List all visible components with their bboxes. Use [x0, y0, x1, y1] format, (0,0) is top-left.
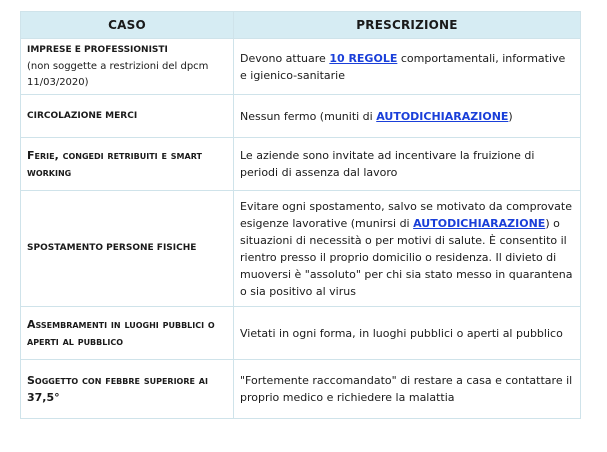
caso-label: CIRCOLAZIONE MERCI	[27, 110, 138, 121]
prescrizione-text: Evitare ogni spostamento, salvo se motivato da comprovate esigenze lavorative (munirsi di	[240, 199, 572, 230]
table-row	[21, 191, 581, 307]
table-row	[21, 39, 581, 95]
caso-temperature: 37,5°	[27, 391, 60, 404]
caso-cell	[21, 138, 234, 191]
caso-cell	[21, 307, 234, 360]
table-header-row	[21, 12, 581, 39]
prescrizione-text: "Fortemente raccomandato" di restare a casa e contattare il proprio medico e richiedere la malattia	[240, 374, 573, 404]
table-row	[21, 307, 581, 360]
table-row	[21, 360, 581, 419]
header-caso: CASO	[21, 12, 234, 39]
caso-label: Soggetto con febbre superiore ai	[27, 374, 208, 387]
prescrizione-text: )	[508, 109, 513, 123]
caso-cell	[21, 39, 234, 95]
caso-label: SPOSTAMENTO PERSONE FISICHE	[27, 243, 197, 253]
caso-label: Ferie, congedi retribuiti e smart working	[27, 149, 202, 179]
caso-cell	[21, 95, 234, 138]
prescription-table	[20, 11, 581, 419]
prescrizione-text: Le aziende sono invitate ad incentivare la fruizione di periodi di assenza dal lavoro	[240, 149, 535, 179]
table-row	[21, 138, 581, 191]
caso-sublabel: (non soggette a restrizioni del dpcm 11/03/2020)	[27, 61, 209, 88]
prescrizione-text: comportamentali, informative e igienico-sanitarie	[240, 51, 566, 82]
prescrizione-cell	[234, 360, 581, 419]
header-prescrizione: PRESCRIZIONE	[234, 12, 581, 39]
caso-label: Assembramenti in luoghi pubblici o aperti al pubblico	[27, 318, 215, 348]
table-row	[21, 95, 581, 138]
prescrizione-text: Vietati in ogni forma, in luoghi pubblici o aperti al pubblico	[240, 326, 563, 340]
prescrizione-text: Nessun fermo (muniti di	[240, 109, 377, 123]
prescrizione-text: ) o situazioni di necessità o per motivi di salute. È consentito il rientro presso il proprio domicilio o residenza. Il divieto di muoversi è "assoluto" per chi sia stato messo in quarantena o sia positivo al virus	[240, 216, 573, 298]
autodichiarazione-link[interactable]: AUTODICHIARAZIONE	[376, 109, 509, 123]
prescrizione-cell	[234, 191, 581, 307]
prescription-table-container	[20, 11, 580, 419]
prescrizione-cell	[234, 307, 581, 360]
10-regole-link[interactable]: 10 REGOLE	[329, 51, 398, 65]
prescrizione-text: Devono attuare	[240, 51, 330, 65]
autodichiarazione-link[interactable]: AUTODICHIARAZIONE	[413, 216, 546, 230]
prescrizione-cell	[234, 138, 581, 191]
caso-label: IMPRESE E PROFESSIONISTI	[27, 45, 168, 55]
caso-cell	[21, 360, 234, 419]
prescrizione-cell	[234, 39, 581, 95]
caso-cell	[21, 191, 234, 307]
prescrizione-cell	[234, 95, 581, 138]
